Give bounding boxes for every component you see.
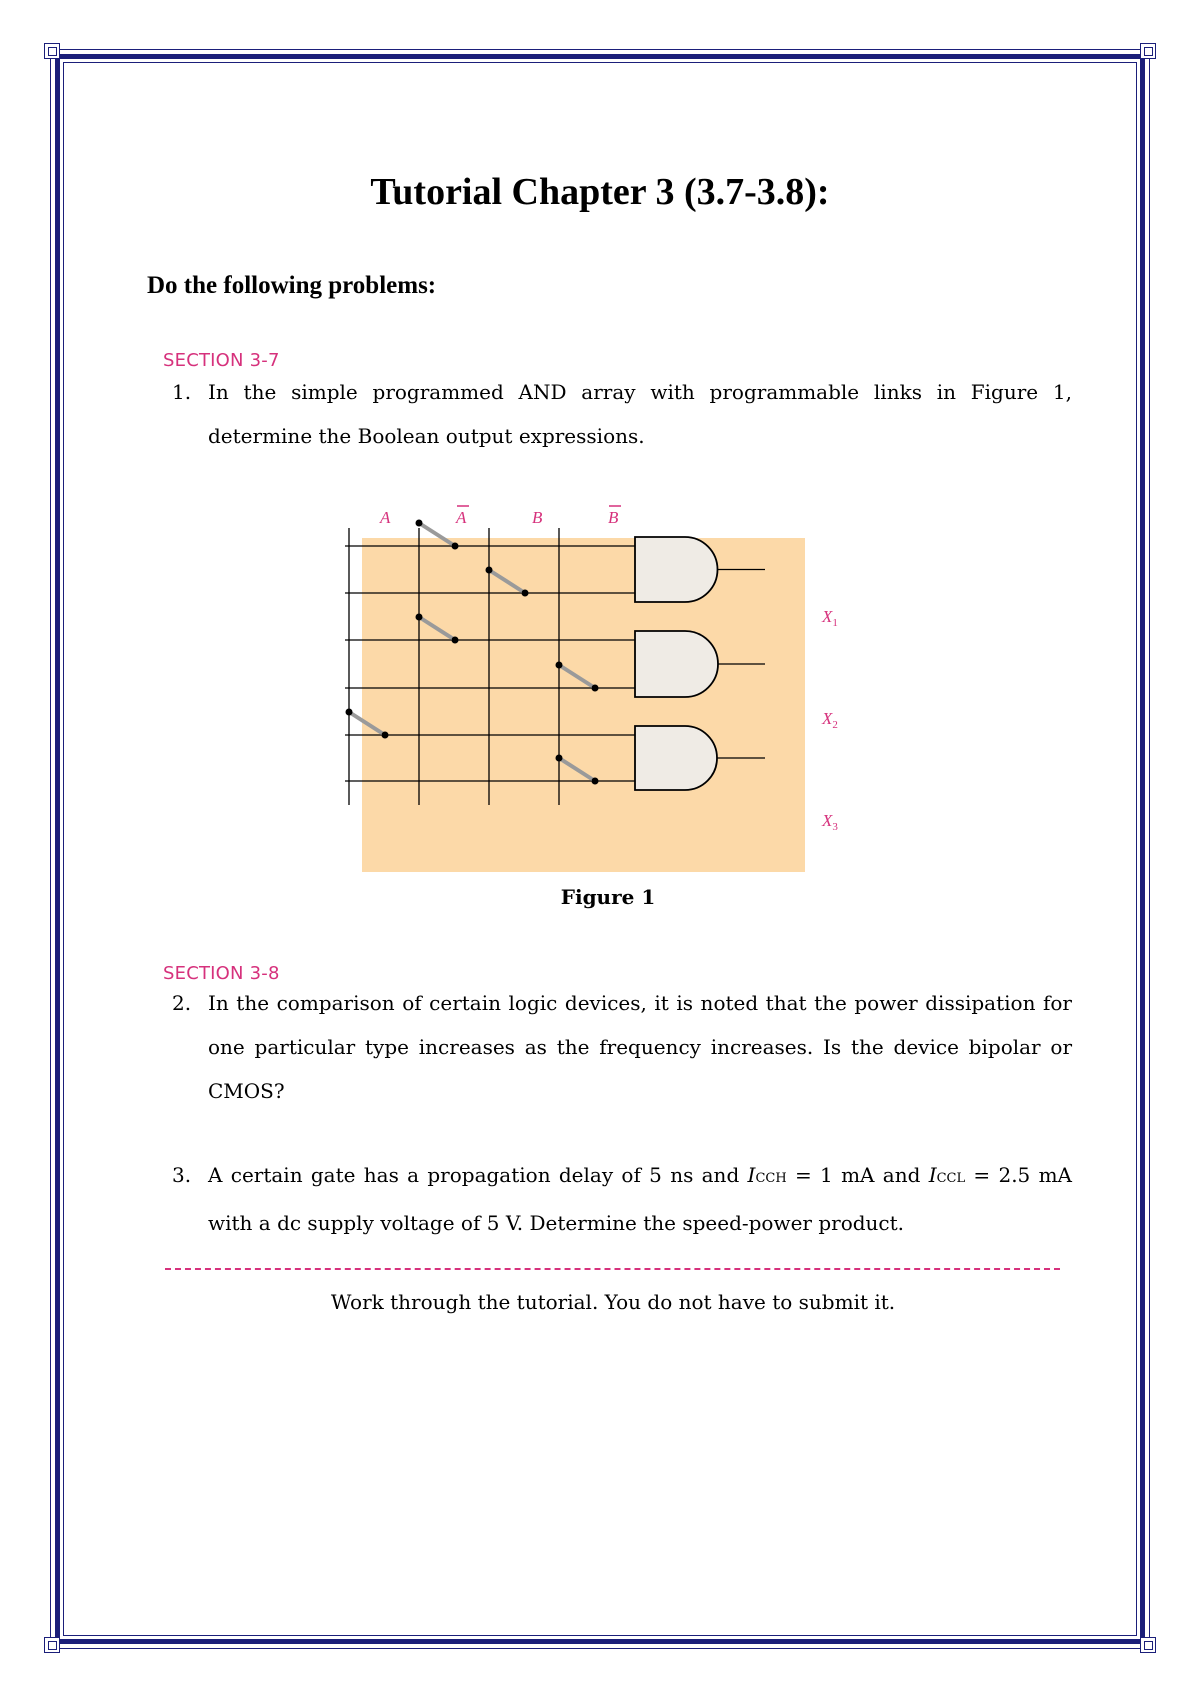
and-gate (635, 537, 718, 602)
question-text: In the simple programmed AND array with programmable links in Figure 1, (208, 380, 1072, 404)
corner-ornament (1140, 1637, 1156, 1653)
link-dot (416, 614, 423, 621)
question-text: A certain gate has a propagation delay of 5 ns and ICCH = 1 mA and ICCL = 2.5 mA (208, 1163, 1072, 1187)
link-dot (382, 732, 389, 739)
and-array-figure (345, 500, 845, 880)
link-dot (556, 662, 563, 669)
question-text: with a dc supply voltage of 5 V. Determine the speed-power product. (208, 1211, 905, 1235)
and-gate (635, 631, 718, 697)
output-label-x2: $X_2$ (822, 709, 838, 731)
question-number: 3. (172, 1163, 192, 1187)
link-dot (556, 755, 563, 762)
question-text: determine the Boolean output expressions. (208, 424, 645, 448)
link-dot (452, 543, 459, 550)
link-dot (346, 709, 353, 716)
divider (165, 1268, 1060, 1272)
page-title: Tutorial Chapter 3 (3.7-3.8): (370, 171, 830, 213)
question-3 (172, 1153, 1072, 1245)
input-label-b-bar: B (608, 508, 619, 527)
footer-note: Work through the tutorial. You do not have to submit it. (330, 1290, 896, 1314)
input-label-a-bar: A (456, 508, 467, 527)
link-dot (592, 778, 599, 785)
corner-ornament (44, 43, 60, 59)
output-label-x3: $X_3$ (822, 811, 838, 833)
link-dot (592, 685, 599, 692)
and-gate (635, 726, 717, 790)
corner-ornament (1140, 43, 1156, 59)
link-dot (522, 590, 529, 597)
instructions: Do the following problems: (147, 272, 437, 299)
question-text: In the comparison of certain logic devices, it is noted that the power dissipation for (208, 991, 1072, 1015)
question-number: 2. (172, 991, 192, 1015)
question-text: one particular type increases as the frequency increases. Is the device bipolar or (208, 1035, 1072, 1059)
input-label-b: B (532, 508, 543, 527)
link-dot (486, 567, 493, 574)
section-label: SECTION 3-8 (163, 963, 280, 984)
corner-ornament (44, 1637, 60, 1653)
input-label-a: A (380, 508, 391, 527)
question-number: 1. (172, 380, 192, 404)
section-label: SECTION 3-7 (163, 350, 280, 371)
link-dot (452, 637, 459, 644)
output-label-x1: $X_1$ (822, 607, 838, 629)
question-2 (172, 981, 1072, 1113)
figure-background (362, 538, 805, 872)
question-text: CMOS? (208, 1079, 285, 1103)
link-dot (416, 520, 423, 527)
figure-caption: Figure 1 (560, 885, 656, 909)
question-1 (172, 370, 1072, 458)
